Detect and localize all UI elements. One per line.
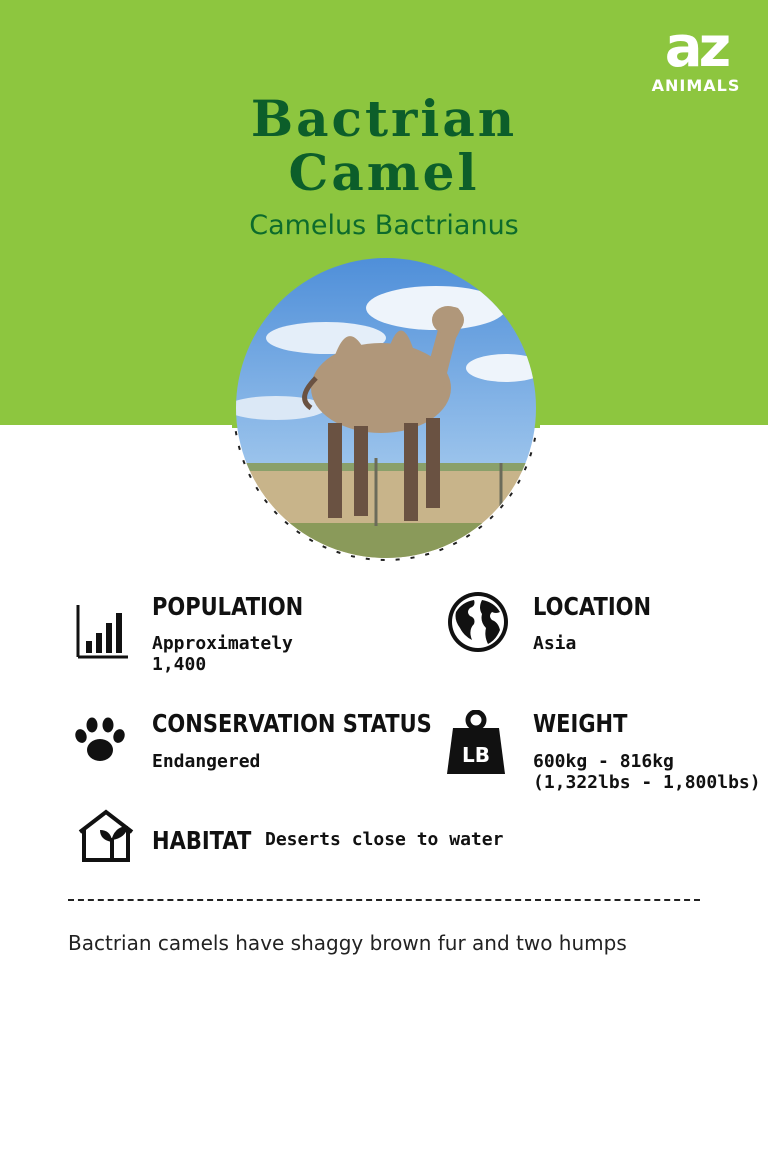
weight-value-line-1: 600kg - 816kg <box>533 751 674 772</box>
bar-chart-icon <box>74 603 130 659</box>
population-label: POPULATION <box>152 592 304 621</box>
logo-az-text: az <box>664 15 728 80</box>
conservation-status-label: CONSERVATION STATUS <box>152 709 432 738</box>
weight-value-line-2: (1,322lbs - 1,800lbs) <box>533 772 761 793</box>
location-value: Asia <box>533 633 577 654</box>
fact-caption: Bactrian camels have shaggy brown fur and two humps <box>68 931 627 955</box>
paw-print-icon <box>74 714 126 766</box>
title-line-2: Camel <box>288 143 480 202</box>
title-line-1: Bactrian <box>250 89 518 148</box>
location-label: LOCATION <box>533 592 652 621</box>
scientific-name: Camelus Bactrianus <box>249 210 519 241</box>
conservation-status-value: Endangered <box>152 751 261 772</box>
population-value-line-2: 1,400 <box>152 654 207 675</box>
house-sprout-icon <box>76 808 136 864</box>
weight-value <box>533 751 761 793</box>
logo-animals-text: ANIMALS <box>651 76 741 95</box>
weight-lb-icon <box>445 710 507 776</box>
globe-icon <box>446 590 510 654</box>
habitat-label: HABITAT <box>152 826 252 855</box>
population-value <box>152 633 293 675</box>
weight-label: WEIGHT <box>533 709 628 738</box>
habitat-value: Deserts close to water <box>265 829 504 850</box>
dashed-divider <box>68 899 700 901</box>
population-value-line-1: Approximately <box>152 633 293 654</box>
weight-icon-text: LB <box>462 743 490 767</box>
